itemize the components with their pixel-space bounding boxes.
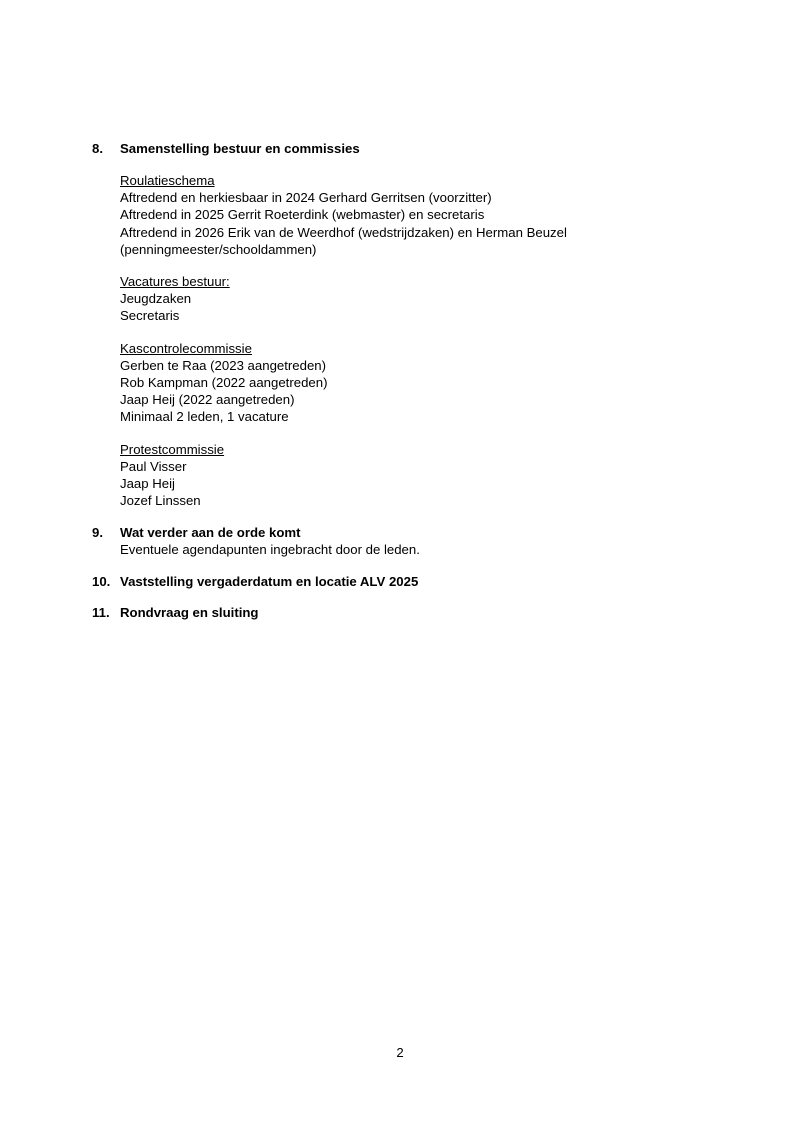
block-kascontrolecommissie-line-2: Rob Kampman (2022 aangetreden): [120, 375, 328, 391]
block-roulatieschema-line-4: (penningmeester/schooldammen): [120, 241, 317, 257]
spacer: [92, 509, 710, 524]
agenda-item-8-number: 8.: [92, 141, 103, 156]
block-roulatieschema: [120, 172, 710, 258]
block-protestcommissie: [120, 441, 710, 510]
agenda-item-8-body: [120, 140, 710, 509]
agenda-item-9-body: [120, 524, 710, 558]
agenda-item-9: [92, 524, 710, 558]
agenda-item-10-body: [120, 573, 710, 590]
block-protestcommissie-heading: Protestcommissie: [120, 441, 225, 457]
agenda-item-11-title: Rondvraag en sluiting: [120, 604, 259, 620]
block-kascontrolecommissie-heading: Kascontrolecommissie: [120, 340, 252, 356]
block-roulatieschema-heading: Roulatieschema: [120, 173, 215, 188]
agenda-item-9-number: 9.: [92, 525, 103, 541]
block-kascontrolecommissie-line-4: Minimaal 2 leden, 1 vacature: [120, 409, 289, 425]
block-roulatieschema-line-1: Aftredend en herkiesbaar in 2024 Gerhard Gerritsen (voorzitter): [120, 190, 492, 206]
agenda-item-9-title: Wat verder aan de orde komt: [120, 525, 301, 541]
spacer: [92, 559, 710, 573]
agenda-item-9-subtext: Eventuele agendapunten ingebracht door de leden.: [120, 542, 420, 558]
agenda-item-8: [92, 140, 710, 509]
block-vacatures-bestuur: [120, 273, 710, 325]
block-kascontrolecommissie-line-1: Gerben te Raa (2023 aangetreden): [120, 357, 327, 373]
block-protestcommissie-line-3: Jozef Linssen: [120, 493, 201, 509]
block-roulatieschema-line-2: Aftredend in 2025 Gerrit Roeterdink (webmaster) en secretaris: [120, 207, 485, 223]
spacer: [92, 590, 710, 604]
agenda-item-11-number: 11.: [92, 604, 110, 620]
block-roulatieschema-line-3: Aftredend in 2026 Erik van de Weerdhof (wedstrijdzaken) en Herman Beuzel: [120, 224, 567, 240]
agenda-item-11: [92, 604, 710, 621]
block-kascontrolecommissie: [120, 340, 710, 426]
block-vacatures-bestuur-line-2: Secretaris: [120, 308, 180, 324]
agenda-item-10-title: Vaststelling vergaderdatum en locatie ALV 2025: [120, 573, 419, 589]
agenda-item-8-title: Samenstelling bestuur en commissies: [120, 141, 360, 156]
agenda-item-10: [92, 573, 710, 590]
block-protestcommissie-line-2: Jaap Heij: [120, 476, 175, 492]
block-kascontrolecommissie-line-3: Jaap Heij (2022 aangetreden): [120, 392, 295, 408]
block-vacatures-bestuur-line-1: Jeugdzaken: [120, 291, 192, 307]
agenda-item-10-number: 10.: [92, 573, 111, 589]
block-vacatures-bestuur-heading: Vacatures bestuur:: [120, 274, 230, 290]
page-number: 2: [396, 1045, 404, 1060]
agenda-item-11-body: [120, 604, 710, 621]
block-protestcommissie-line-1: Paul Visser: [120, 458, 187, 474]
